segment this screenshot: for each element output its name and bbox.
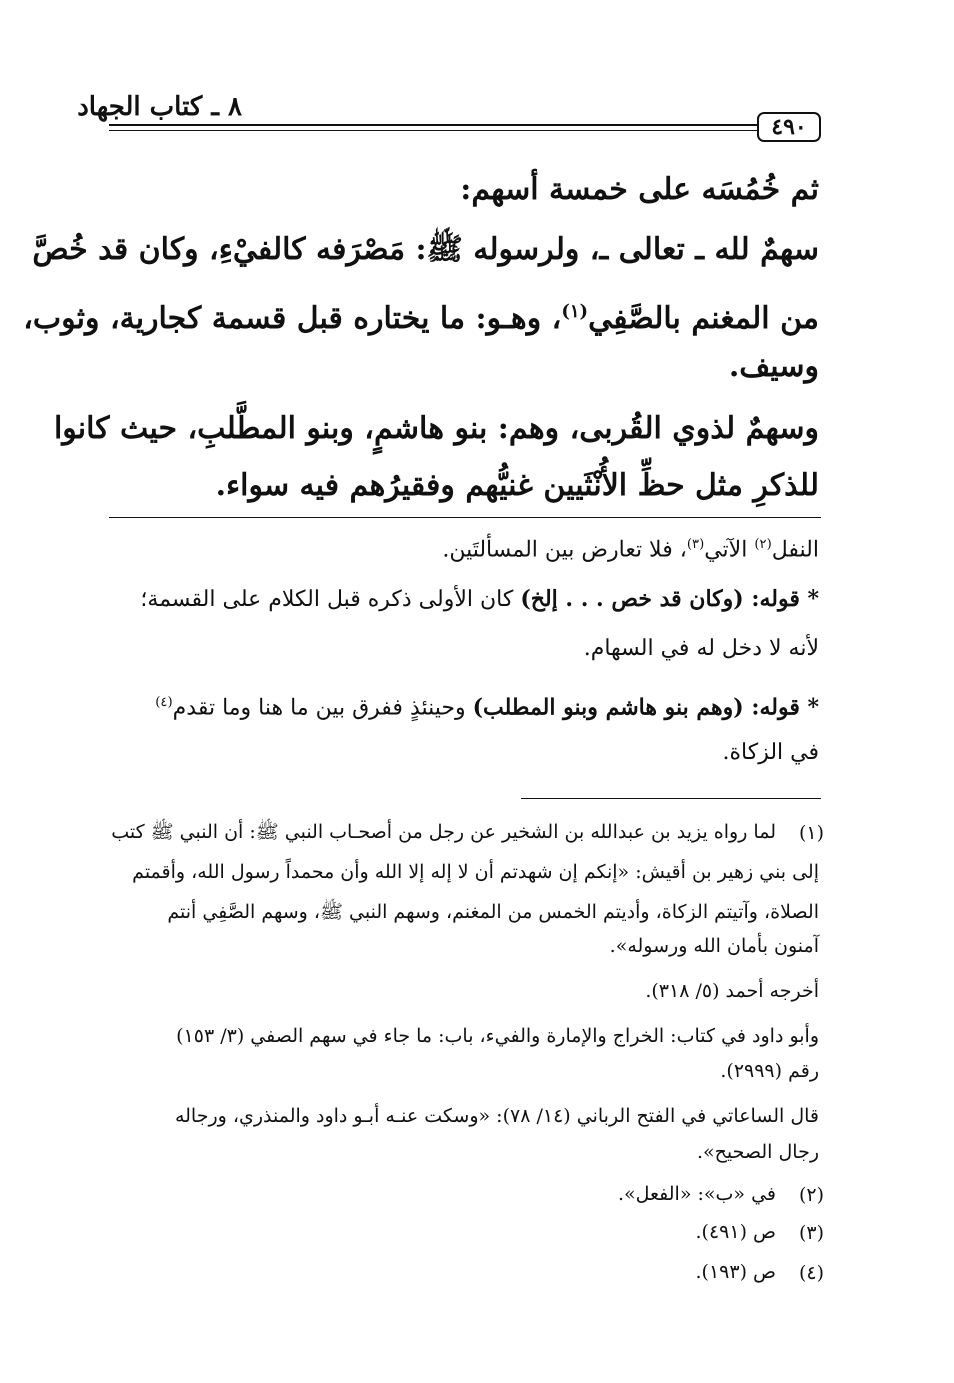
commentary-line-1-a: النفل (771, 537, 819, 563)
footnote-ref-2: (٢) (754, 537, 772, 552)
commentary-line-2 (140, 582, 819, 617)
footnote-ref-1: (١) (561, 301, 589, 322)
footnote-1-line-6: وأبو داود في كتاب: الخراج والإمارة والفيء، باب: ما جاء في سهم الصفي (٣/ ١٥٣) (176, 1025, 819, 1047)
footnote-1-line-7: رقم (٢٩٩٩). (720, 1060, 819, 1082)
main-line-4: وسيف. (728, 349, 819, 384)
commentary-line-4-rest: وحينئذٍ ففرق بين ما هنا وما تقدم (172, 695, 473, 721)
commentary-line-1-c: ، فلا تعارض بين المسألتَين. (442, 537, 687, 563)
main-line-6: للذكرِ مثل حظِّ الأُنْثَيين غنيُّهم وفقيرُهم فيه سواء. (215, 468, 819, 503)
footnote-1-number: (١) (798, 822, 824, 844)
main-line-3-start: من المغنم بالصَّفِي (588, 301, 819, 336)
main-line-2: سهمٌ لله ـ تعالى ـ، ولرسوله ﷺ: مَصْرَفه كالفيْءِ، وكان قد خُصَّ (32, 232, 819, 267)
footnote-3-number: (٣) (798, 1222, 824, 1244)
footnote-ref-3: (٣) (686, 537, 705, 552)
commentary-quote-2: * قوله: (وهم بنو هاشم وبنو المطلب) (472, 694, 819, 721)
footnote-1-line-9: رجال الصحيح». (696, 1141, 819, 1163)
footnote-4-number: (٤) (798, 1262, 824, 1284)
header-rule (109, 124, 757, 126)
footnote-1-line-8: قال الساعاتي في الفتح الرباني (١٤/ ٧٨): «وسكت عنـه أبـو داود والمنذري، ورجاله (174, 1105, 819, 1127)
main-line-3 (23, 290, 819, 341)
main-separator (109, 517, 821, 518)
footnote-1-line-2: إلى بني زهير بن أقيش: «إنكم إن شهدتم أن لا إله إلا الله وأن محمداً رسول الله، وأقمتم (132, 861, 819, 883)
footnote-2-text: في «ب»: «الفعل». (617, 1183, 776, 1205)
commentary-line-1-b: الآتي (704, 537, 755, 563)
footnote-3-text: ص (٤٩١). (695, 1221, 776, 1243)
footnote-1-line-5: أخرجه أحمد (٥/ ٣١٨). (645, 980, 819, 1002)
commentary-quote-1: * قوله: (وكان قد خص . . . إلخ) (520, 586, 819, 612)
commentary-line-5: في الزكاة. (722, 740, 819, 765)
header-rule-thin (109, 130, 757, 131)
commentary-line-1 (442, 528, 819, 567)
chapter-title: ٨ ـ كتاب الجهاد (77, 92, 242, 122)
commentary-line-3: لأنه لا دخل له في السهام. (583, 636, 819, 661)
page-number: ٤٩٠ (757, 112, 821, 142)
footnote-2-number: (٢) (798, 1184, 824, 1206)
footnote-separator (521, 798, 821, 799)
main-line-5: وسهمٌ لذوي القُربى، وهم: بنو هاشمٍ، وبنو المطَّلبِ، حيث كانوا (53, 411, 819, 446)
footnote-1-line-4: آمنون بأمان الله ورسوله». (609, 935, 819, 957)
commentary-line-2-rest: كان الأولى ذكره قبل الكلام على القسمة؛ (140, 587, 521, 612)
commentary-line-4 (155, 686, 819, 725)
main-line-3-end: ، وهـو: ما يختاره قبل قسمة كجارية، وثوب، (23, 301, 562, 336)
footnote-1-line-1: لما رواه يزيد بن عبدالله بن الشخير عن رجل من أصحـاب النبي ﷺ: أن النبي ﷺ كتب (111, 821, 776, 843)
main-line-1: ثم خُمُسَه على خمسة أسهم: (460, 172, 819, 207)
footnote-1-line-3: الصلاة، وآتيتم الزكاة، وأديتم الخمس من المغنم، وسهم النبي ﷺ، وسهم الصَّفِي أنتم (167, 901, 819, 923)
footnote-4-text: ص (١٩٣). (695, 1261, 776, 1283)
footnote-ref-4: (٤) (155, 695, 173, 710)
